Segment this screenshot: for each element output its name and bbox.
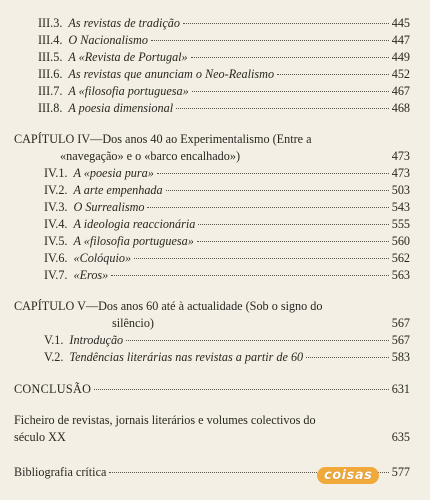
entry-number: IV.7. <box>44 268 68 282</box>
dot-leader <box>277 74 389 75</box>
entry-number: V.1. <box>44 333 64 347</box>
dot-leader <box>306 357 389 358</box>
entry-page: 555 <box>391 217 410 231</box>
toc-entry-III-6 <box>38 67 410 82</box>
toc-entry-conclusion <box>14 382 410 397</box>
spacer <box>69 437 389 438</box>
chapter-label: CAPÍTULO IV <box>14 132 91 146</box>
toc-entry-III-4 <box>38 33 410 48</box>
dot-leader <box>157 173 389 174</box>
dot-leader <box>166 190 389 191</box>
entry-page: 577 <box>391 465 410 479</box>
entry-page: 473 <box>391 166 410 180</box>
dot-leader <box>126 340 389 341</box>
entry-number: III.5. <box>38 50 63 64</box>
entry-page: 567 <box>391 333 410 347</box>
spacer <box>157 323 389 324</box>
entry-page: 563 <box>391 268 410 282</box>
dot-leader <box>94 389 389 390</box>
chapter-V-heading-line2 <box>112 316 410 331</box>
entry-number: IV.6. <box>44 251 68 265</box>
toc-entry-IV-5 <box>44 234 410 249</box>
chapter-IV-heading-line1 <box>14 132 312 147</box>
entry-title: CONCLUSÃO <box>14 382 92 396</box>
chapter-IV-heading-line2 <box>60 149 410 164</box>
toc-entry-IV-2 <box>44 183 410 198</box>
entry-page: 468 <box>391 101 410 115</box>
entry-title: A «filosofia portuguesa» <box>68 84 189 98</box>
entry-number: III.3. <box>38 16 63 30</box>
dot-leader <box>183 23 389 24</box>
dot-leader <box>191 57 389 58</box>
dot-leader <box>111 275 388 276</box>
entry-title: A poesia dimensional <box>68 101 174 115</box>
toc-entry-III-8 <box>38 101 410 116</box>
entry-title: A «poesia pura» <box>73 166 154 180</box>
entry-number: V.2. <box>44 350 64 364</box>
dot-leader <box>198 224 388 225</box>
chapter-title-part1: —Dos anos 60 até à actualidade (Sob o signo do <box>85 299 323 313</box>
entry-title: As revistas de tradição <box>68 16 180 30</box>
dot-leader <box>197 241 389 242</box>
toc-entry-V-1 <box>44 333 410 348</box>
entry-page: 631 <box>391 382 410 396</box>
toc-entry-IV-3 <box>44 200 410 215</box>
entry-number: IV.5. <box>44 234 68 248</box>
entry-title-part2: século XX <box>14 430 66 444</box>
toc-entry-III-5 <box>38 50 410 65</box>
entry-title-part1: Ficheiro de revistas, jornais literários e volumes colectivos do <box>14 413 316 427</box>
entry-number: IV.1. <box>44 166 68 180</box>
chapter-label: CAPÍTULO V <box>14 299 86 313</box>
entry-page: 543 <box>391 200 410 214</box>
entry-title: Introdução <box>69 333 124 347</box>
dot-leader <box>134 258 389 259</box>
toc-entry-ficheiro-line1 <box>14 413 316 428</box>
toc-entry-III-7 <box>38 84 410 99</box>
entry-page: 562 <box>391 251 410 265</box>
entry-title: A arte empenhada <box>73 183 163 197</box>
spacer <box>243 156 389 157</box>
entry-number: IV.2. <box>44 183 68 197</box>
entry-title: Tendências literárias nas revistas a partir de 60 <box>69 350 304 364</box>
toc-entry-ficheiro-line2 <box>14 430 410 445</box>
entry-title: Bibliografia crítica <box>14 465 107 479</box>
entry-title: «Colóquio» <box>73 251 132 265</box>
dot-leader <box>192 91 389 92</box>
entry-number: III.6. <box>38 67 63 81</box>
chapter-title-part2: «navegação» e o «barco encalhado») <box>60 149 241 163</box>
chapter-page: 567 <box>391 316 410 330</box>
entry-number: III.4. <box>38 33 63 47</box>
entry-page: 447 <box>391 33 410 47</box>
dot-leader <box>147 207 388 208</box>
toc-entry-IV-1 <box>44 166 410 181</box>
toc-entry-III-3 <box>38 16 410 31</box>
entry-page: 560 <box>391 234 410 248</box>
entry-number: IV.4. <box>44 217 68 231</box>
entry-title: O Surrealismo <box>73 200 145 214</box>
entry-page: 503 <box>391 183 410 197</box>
entry-number: IV.3. <box>44 200 68 214</box>
dot-leader <box>151 40 389 41</box>
chapter-title-part2: silêncio) <box>112 316 154 330</box>
entry-title: A «Revista de Portugal» <box>68 50 188 64</box>
entry-page: 445 <box>391 16 410 30</box>
entry-title: A ideologia reaccionária <box>73 217 196 231</box>
entry-number: III.8. <box>38 101 63 115</box>
entry-title: As revistas que anunciam o Neo-Realismo <box>68 67 275 81</box>
chapter-page: 473 <box>391 149 410 163</box>
entry-title: A «filosofia portuguesa» <box>73 234 194 248</box>
entry-page: 449 <box>391 50 410 64</box>
entry-number: III.7. <box>38 84 63 98</box>
entry-page: 452 <box>391 67 410 81</box>
chapter-V-heading-line1 <box>14 299 322 314</box>
toc-entry-IV-7 <box>44 268 410 283</box>
toc-entry-IV-6 <box>44 251 410 266</box>
watermark-logo: coisas <box>317 467 379 484</box>
entry-title: «Eros» <box>73 268 109 282</box>
entry-page: 583 <box>391 350 410 364</box>
chapter-title-part1: —Dos anos 40 ao Experimentalismo (Entre a <box>90 132 312 146</box>
entry-title: O Nacionalismo <box>68 33 148 47</box>
toc-entry-IV-4 <box>44 217 410 232</box>
dot-leader <box>176 108 389 109</box>
entry-page: 635 <box>391 430 410 444</box>
toc-entry-V-2 <box>44 350 410 365</box>
entry-page: 467 <box>391 84 410 98</box>
